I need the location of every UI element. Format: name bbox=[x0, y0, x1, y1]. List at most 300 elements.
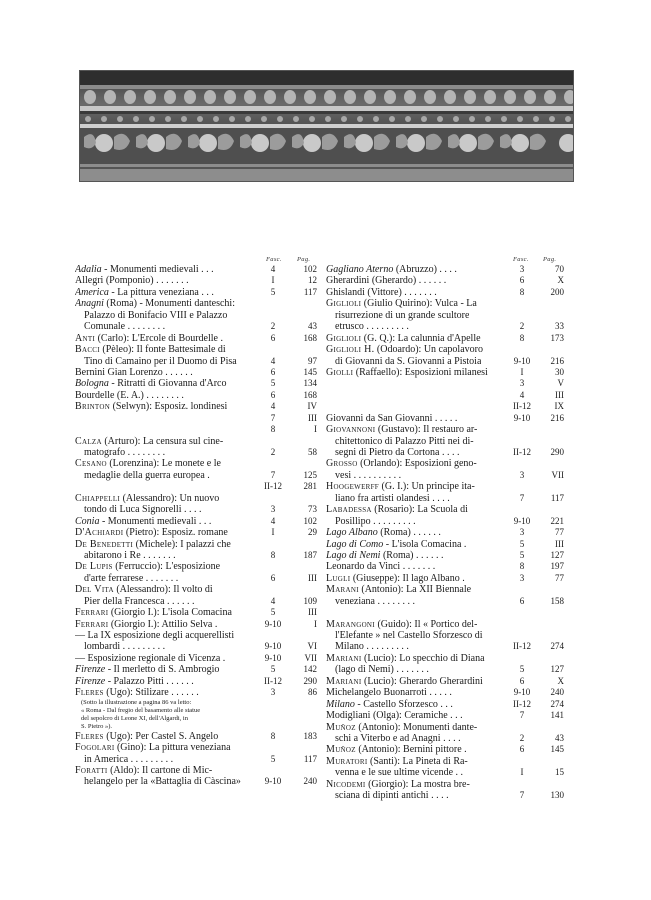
entry-rest: . . . . . . . . bbox=[143, 389, 184, 401]
entry-heading: — Esposizione regionale di Vicenza bbox=[75, 652, 221, 664]
index-entry bbox=[326, 584, 566, 595]
entry-text bbox=[326, 481, 475, 492]
entry-heading: venna e le sue ultime vicende bbox=[335, 767, 454, 779]
page-number: 290 bbox=[303, 675, 317, 686]
page-number: 274 bbox=[550, 641, 564, 652]
index-entry bbox=[326, 470, 566, 481]
entry-rest: - Ritratti di Giovanna d'Arco bbox=[108, 378, 227, 390]
entry-text bbox=[81, 723, 112, 731]
entry-rest: . . . . . . bbox=[162, 366, 193, 378]
entry-text bbox=[326, 779, 470, 790]
fascicolo-number: 3 bbox=[519, 264, 525, 274]
entry-heading: Muñoz bbox=[326, 721, 356, 733]
index-entry bbox=[326, 447, 566, 458]
entry-heading: chitettonico di Palazzo Pitti nei di- bbox=[335, 435, 474, 447]
page-number: 142 bbox=[303, 664, 317, 675]
index-entry bbox=[75, 470, 318, 481]
entry-text bbox=[75, 458, 221, 469]
entry-rest: (Lucio): Lo specchio di Diana bbox=[361, 652, 485, 664]
entry-rest: . . . . . . . bbox=[400, 561, 436, 573]
index-entry bbox=[326, 550, 566, 561]
index-entry bbox=[75, 367, 318, 378]
entry-text bbox=[75, 264, 214, 275]
entry-text bbox=[335, 470, 401, 481]
entry-rest: (Roma) . . . . . . bbox=[377, 527, 441, 539]
entry-rest: - Castello Sforzesco . . . bbox=[354, 698, 453, 710]
entry-text bbox=[84, 573, 178, 584]
entry-text bbox=[335, 733, 461, 744]
entry-rest: (Abruzzo) . . . . bbox=[393, 264, 457, 275]
entry-heading: Conia bbox=[75, 515, 100, 527]
page-number: IX bbox=[554, 401, 564, 412]
index-entry bbox=[75, 742, 318, 753]
index-entry bbox=[326, 607, 566, 618]
page-number: 134 bbox=[303, 378, 317, 389]
fascicolo-number: 7 bbox=[270, 469, 276, 480]
entry-rest: (Alessandro): Un nuovo bbox=[120, 492, 220, 504]
entry-rest: . . . . . . . . . bbox=[128, 753, 174, 765]
index-entry bbox=[75, 527, 318, 538]
entry-text bbox=[326, 333, 481, 344]
entry-text bbox=[335, 516, 416, 527]
entry-rest: . . . . bbox=[439, 447, 460, 458]
entry-rest: (Pèleo): Il fonte Battesimale di bbox=[99, 344, 226, 356]
fascicolo-number: 6 bbox=[519, 744, 525, 755]
fascicolo-number: I bbox=[271, 527, 275, 538]
page-number: 221 bbox=[550, 515, 564, 526]
entry-text bbox=[335, 630, 483, 641]
page-number: 30 bbox=[555, 366, 564, 377]
entry-text bbox=[75, 742, 231, 753]
page-number: 168 bbox=[303, 332, 317, 343]
entry-text bbox=[326, 298, 477, 309]
entry-rest: (G. I.): Un principe ita- bbox=[379, 481, 475, 493]
index-entry bbox=[75, 321, 318, 332]
fascicolo-number: 4 bbox=[270, 355, 276, 366]
entry-heading: Lago di Nemi bbox=[326, 549, 381, 561]
entry-text bbox=[75, 687, 199, 698]
index-entry bbox=[326, 481, 566, 492]
entry-rest: . . . . . . bbox=[164, 595, 195, 607]
entry-rest: (Aldo): Il cartone di Mic- bbox=[107, 764, 213, 776]
entry-rest: (Rosario): La Scuola di bbox=[371, 504, 468, 516]
entry-rest: . . . . . . . . . bbox=[363, 321, 409, 333]
entry-heading: vesi bbox=[335, 469, 352, 481]
page-number: IV bbox=[307, 401, 317, 412]
page-number: 183 bbox=[303, 730, 317, 741]
entry-rest: (Antonio): La XII Biennale bbox=[358, 584, 472, 596]
index-entry bbox=[75, 413, 318, 424]
entry-rest: (Odoardo): Un capolavoro bbox=[374, 344, 483, 356]
entry-text bbox=[326, 504, 468, 515]
entry-heading: Comunale bbox=[84, 321, 126, 333]
index-entry bbox=[75, 641, 318, 652]
fascicolo-number: 5 bbox=[519, 549, 525, 560]
entry-heading: Nicodemi bbox=[326, 778, 366, 790]
entry-text bbox=[75, 653, 225, 664]
entry-heading: Firenze bbox=[75, 664, 106, 676]
entry-text bbox=[326, 653, 485, 664]
entry-text bbox=[84, 356, 237, 367]
index-entry bbox=[75, 715, 318, 723]
entry-rest: (Giorgio I.): L'isola Comacina bbox=[108, 607, 232, 619]
entry-heading: Anti bbox=[75, 332, 96, 344]
fascicolo-number: 2 bbox=[519, 732, 525, 743]
index-entry bbox=[75, 707, 318, 715]
index-entry bbox=[326, 779, 566, 790]
entry-rest: (Arturo): La censura sul cine- bbox=[101, 435, 224, 447]
index-entry bbox=[326, 378, 566, 389]
entry-rest: - L'isola Comacina . bbox=[383, 538, 467, 550]
entry-heading: Calza bbox=[75, 435, 102, 447]
entry-rest: . . . . . . . . . bbox=[120, 641, 166, 653]
index-column-right bbox=[326, 264, 566, 802]
entry-text bbox=[75, 630, 234, 641]
entry-heading: matografo bbox=[84, 447, 126, 458]
index-entry bbox=[326, 298, 566, 309]
entry-heading: S. Pietro »). bbox=[81, 722, 113, 730]
entry-heading: Fleres bbox=[75, 687, 104, 699]
index-entry bbox=[75, 699, 318, 707]
frieze-photograph bbox=[79, 70, 574, 182]
entry-rest: (Orlando): Esposizioni geno- bbox=[357, 458, 477, 470]
entry-text bbox=[326, 722, 477, 733]
entry-rest: (Roma) - Monumenti danteschi: bbox=[103, 298, 235, 310]
entry-text bbox=[84, 321, 165, 332]
entry-rest: (Roma) . . . . . . bbox=[380, 549, 444, 561]
page-number: 117 bbox=[303, 286, 317, 297]
entry-heading: Modigliani (Olga): Ceramiche bbox=[326, 710, 448, 722]
page-number: 168 bbox=[303, 389, 317, 400]
index-entry bbox=[326, 356, 566, 367]
fascicolo-number: 3 bbox=[519, 572, 525, 583]
entry-rest: . . . . bbox=[428, 790, 449, 802]
index-entry bbox=[75, 275, 318, 286]
entry-text bbox=[84, 550, 176, 561]
entry-heading: Del Vita bbox=[75, 584, 114, 596]
fascicolo-number: 4 bbox=[270, 515, 276, 526]
entry-rest: (Ugo): Stilizare . . . . . . bbox=[103, 687, 199, 699]
index-entry bbox=[75, 390, 318, 401]
pag-header-left: Pag. bbox=[297, 256, 311, 263]
entry-heading: liano fra artisti olandesi bbox=[335, 492, 430, 504]
entry-rest: . . . . . bbox=[426, 687, 452, 699]
entry-heading: Muñoz bbox=[326, 744, 356, 756]
fasc-header-left: Fasc. bbox=[266, 256, 282, 263]
fascicolo-number: I bbox=[271, 275, 275, 286]
entry-rest: . . . . . . . . bbox=[374, 595, 415, 607]
fascicolo-number: 4 bbox=[270, 595, 276, 606]
page-number: 141 bbox=[550, 710, 564, 721]
entry-text bbox=[84, 596, 195, 607]
fascicolo-number: 3 bbox=[519, 378, 525, 389]
index-entry bbox=[75, 539, 318, 550]
page-number: 125 bbox=[303, 469, 317, 480]
page-number: III bbox=[308, 572, 317, 583]
page-number: 117 bbox=[303, 753, 317, 764]
entry-text bbox=[75, 539, 231, 550]
entry-text bbox=[75, 561, 220, 572]
entry-text bbox=[335, 321, 409, 332]
page-number: 127 bbox=[550, 664, 564, 675]
entry-heading: Grosso bbox=[326, 458, 358, 470]
index-entry bbox=[75, 458, 318, 469]
fascicolo-number: 9-10 bbox=[264, 641, 282, 652]
entry-heading: Brinton bbox=[75, 401, 111, 413]
page-number: III bbox=[308, 412, 317, 423]
page-number: III bbox=[555, 538, 564, 549]
fascicolo-number: 5 bbox=[270, 378, 276, 389]
fascicolo-number: 9-10 bbox=[264, 652, 282, 663]
index-entry bbox=[326, 504, 566, 515]
entry-rest: . . . . bbox=[181, 504, 202, 516]
fascicolo-number: 2 bbox=[270, 447, 276, 457]
entry-text bbox=[84, 641, 165, 652]
entry-text bbox=[326, 573, 465, 584]
entry-heading: Giovanni da San Giovanni bbox=[326, 412, 433, 424]
entry-heading: Ferrari bbox=[75, 607, 109, 619]
entry-text bbox=[335, 664, 429, 675]
entry-text bbox=[75, 607, 232, 618]
entry-heading: veneziana bbox=[335, 595, 375, 607]
index-entry bbox=[75, 723, 318, 731]
entry-text bbox=[75, 527, 228, 538]
entry-heading: America bbox=[75, 286, 109, 298]
fascicolo-number: 9-10 bbox=[513, 412, 531, 423]
entry-rest: . . . . . . . bbox=[143, 572, 179, 584]
index-entry bbox=[75, 607, 318, 618]
entry-text bbox=[326, 676, 483, 687]
page-number: 15 bbox=[555, 767, 564, 778]
index-entry bbox=[75, 731, 318, 742]
entry-heading: Lago di Como bbox=[326, 538, 384, 550]
entry-text bbox=[75, 765, 212, 776]
entry-text bbox=[75, 401, 227, 412]
fascicolo-number: 6 bbox=[270, 389, 276, 400]
page-number: 187 bbox=[303, 549, 317, 560]
fascicolo-number: 7 bbox=[519, 492, 525, 503]
fascicolo-number: II-12 bbox=[264, 675, 282, 686]
entry-heading: Palazzo di Bonifacio VIII e Palazzo bbox=[84, 309, 228, 321]
index-entry bbox=[75, 298, 318, 309]
entry-rest: . . . . . bbox=[432, 412, 458, 424]
entry-rest: (Giorgio): La mostra bre- bbox=[365, 778, 470, 790]
entry-rest: (Giorgio I.): Attilio Selva . bbox=[108, 618, 218, 630]
entry-heading: etrusco bbox=[335, 321, 364, 333]
index-entry bbox=[75, 765, 318, 776]
entry-rest: (Gustavo): Il restauro ar- bbox=[375, 424, 478, 436]
page-number: 43 bbox=[555, 732, 564, 743]
fascicolo-number: 5 bbox=[270, 286, 276, 297]
entry-text bbox=[81, 715, 188, 723]
index-entry bbox=[326, 493, 566, 504]
index-entry bbox=[75, 447, 318, 458]
entry-text bbox=[75, 676, 194, 687]
entry-text bbox=[84, 504, 202, 515]
index-entry bbox=[326, 664, 566, 675]
entry-heading: Marangoni bbox=[326, 618, 375, 630]
entry-text bbox=[75, 333, 223, 344]
index-entry bbox=[326, 767, 566, 778]
index-entry bbox=[326, 436, 566, 447]
entry-rest: - Palazzo Pitti . . . . . . bbox=[105, 675, 194, 687]
entry-heading: Gagliano Aterno bbox=[326, 264, 394, 275]
index-entry bbox=[326, 333, 566, 344]
entry-rest: (Alessandro): Il volto di bbox=[113, 584, 213, 596]
entry-rest: (Gino): La pittura veneziana bbox=[114, 742, 231, 754]
page-number: 216 bbox=[550, 355, 564, 366]
fascicolo-number: II-12 bbox=[264, 481, 282, 492]
index-entry bbox=[75, 481, 318, 492]
index-entry bbox=[326, 390, 566, 401]
fascicolo-number: 7 bbox=[519, 790, 525, 801]
entry-heading: Posillipo bbox=[335, 515, 371, 527]
index-entry bbox=[326, 687, 566, 698]
entry-heading: Hoogewerff bbox=[326, 481, 380, 493]
entry-text bbox=[326, 744, 467, 755]
entry-rest: . bbox=[220, 652, 226, 664]
entry-text bbox=[326, 275, 446, 286]
entry-text bbox=[326, 367, 488, 378]
page-number: 127 bbox=[550, 549, 564, 560]
entry-text bbox=[75, 378, 227, 389]
entry-heading: Chiappelli bbox=[75, 492, 121, 504]
entry-heading: Mariani bbox=[326, 652, 362, 664]
entry-heading: Bologna bbox=[75, 378, 109, 390]
fascicolo-number: I bbox=[520, 366, 524, 377]
page-number: 281 bbox=[303, 481, 317, 492]
entry-text bbox=[326, 527, 441, 538]
index-entry bbox=[75, 310, 318, 321]
entry-rest: . . . . bbox=[429, 492, 450, 504]
page-number: X bbox=[557, 675, 564, 686]
page-number: 102 bbox=[303, 515, 317, 526]
index-entry bbox=[326, 653, 566, 664]
entry-text bbox=[75, 731, 218, 742]
page-number: 109 bbox=[303, 595, 317, 606]
index-entry bbox=[75, 596, 318, 607]
page-number: 173 bbox=[550, 332, 564, 343]
page-number: 240 bbox=[303, 776, 317, 787]
entry-heading: Milano bbox=[326, 698, 355, 710]
index-entry bbox=[75, 504, 318, 515]
index-entry bbox=[326, 527, 566, 538]
page-number: 70 bbox=[555, 264, 564, 274]
entry-rest: . . . . . . . . bbox=[125, 447, 166, 458]
index-entry bbox=[75, 264, 318, 275]
entry-text bbox=[75, 390, 184, 401]
entry-heading: Giolli bbox=[326, 366, 354, 378]
entry-text bbox=[335, 310, 469, 321]
page-number: I bbox=[314, 618, 317, 629]
entry-rest: . . . . . . . bbox=[401, 286, 437, 298]
entry-heading: Anagni bbox=[75, 298, 104, 310]
page-number: 86 bbox=[308, 687, 317, 698]
index-entry bbox=[75, 561, 318, 572]
page-number: 240 bbox=[550, 687, 564, 698]
fascicolo-number: 8 bbox=[270, 424, 276, 435]
entry-text bbox=[326, 287, 437, 298]
fascicolo-number: 3 bbox=[270, 504, 276, 515]
entry-text bbox=[335, 596, 415, 607]
page-number: 77 bbox=[555, 572, 564, 583]
entry-heading: Michelangelo Buonarroti bbox=[326, 687, 427, 699]
fascicolo-number: 9-10 bbox=[264, 776, 282, 787]
fascicolo-number: 3 bbox=[519, 469, 525, 480]
entry-rest: (Ferruccio): L'esposizione bbox=[112, 561, 221, 573]
entry-text bbox=[326, 344, 483, 355]
index-entry bbox=[75, 356, 318, 367]
entry-heading: « Roma - Dal fregio del basamento alle statue bbox=[81, 706, 201, 714]
entry-rest: (Santi): La Pineta di Ra- bbox=[367, 755, 468, 767]
entry-text bbox=[326, 550, 444, 561]
entry-rest: - Monumenti medievali . . . bbox=[99, 515, 212, 527]
entry-heading: Adalia bbox=[75, 264, 102, 275]
index-entry bbox=[326, 744, 566, 755]
fascicolo-number: 6 bbox=[519, 595, 525, 606]
fascicolo-number: 9-10 bbox=[513, 355, 531, 366]
entry-text bbox=[326, 619, 477, 630]
entry-rest: (Michele): I palazzi che bbox=[133, 538, 231, 550]
page-number: X bbox=[557, 275, 564, 286]
entry-rest: . . . . . . . . . bbox=[370, 515, 416, 527]
fascicolo-number: 8 bbox=[519, 561, 525, 572]
entry-text bbox=[335, 641, 409, 652]
entry-text bbox=[75, 493, 219, 504]
entry-text bbox=[75, 436, 223, 447]
entry-text bbox=[75, 367, 193, 378]
index-entry bbox=[326, 264, 566, 275]
entry-heading: Allegri (Pomponio) bbox=[75, 275, 154, 287]
entry-heading: Foratti bbox=[75, 764, 108, 776]
entry-heading: (Sotto la illustrazione a pagina 86 va letto: bbox=[81, 698, 192, 706]
index-entry bbox=[75, 653, 318, 664]
fascicolo-number: 6 bbox=[519, 275, 525, 286]
fascicolo-number: 6 bbox=[519, 675, 525, 686]
page-number: 77 bbox=[555, 527, 564, 538]
fascicolo-number: 6 bbox=[270, 366, 276, 377]
entry-heading: Firenze bbox=[75, 675, 106, 687]
entry-heading: Bernini Gian Lorenzo bbox=[75, 366, 163, 378]
entry-heading: sciana di dipinti antichi bbox=[335, 790, 429, 802]
entry-rest: . . . bbox=[447, 710, 463, 722]
entry-rest: - Il merletto di S. Ambrogio bbox=[105, 664, 220, 676]
entry-rest: . . . . . . . . . bbox=[363, 641, 409, 653]
entry-heading: Mariani bbox=[326, 675, 362, 687]
fascicolo-number: 9-10 bbox=[513, 515, 531, 526]
entry-rest: . . . . . . . bbox=[393, 664, 429, 676]
entry-heading: De Benedetti bbox=[75, 538, 134, 550]
page-number: 117 bbox=[550, 492, 564, 503]
entry-heading: Milano bbox=[335, 641, 364, 653]
entry-heading: Giglioli H. bbox=[326, 344, 375, 356]
index-entry bbox=[75, 344, 318, 355]
entry-rest: . . . . . . . . bbox=[125, 321, 166, 333]
fascicolo-number: 5 bbox=[519, 664, 525, 675]
entry-rest: . . . . bbox=[440, 732, 461, 744]
page-number: 73 bbox=[308, 504, 317, 515]
page-number: 33 bbox=[555, 321, 564, 332]
index-entry bbox=[75, 436, 318, 447]
index-entry bbox=[326, 756, 566, 767]
entry-rest: (Guido): Il « Portico del- bbox=[374, 618, 478, 630]
entry-rest: (Lucio): Gherardo Gherardini bbox=[361, 675, 483, 687]
entry-heading: Ghislandi (Vittore) bbox=[326, 286, 402, 298]
entry-text bbox=[326, 413, 457, 424]
fascicolo-number: 8 bbox=[270, 730, 276, 741]
entry-text bbox=[326, 699, 453, 710]
entry-rest: (Lorenzina): Le monete e le bbox=[106, 458, 221, 470]
